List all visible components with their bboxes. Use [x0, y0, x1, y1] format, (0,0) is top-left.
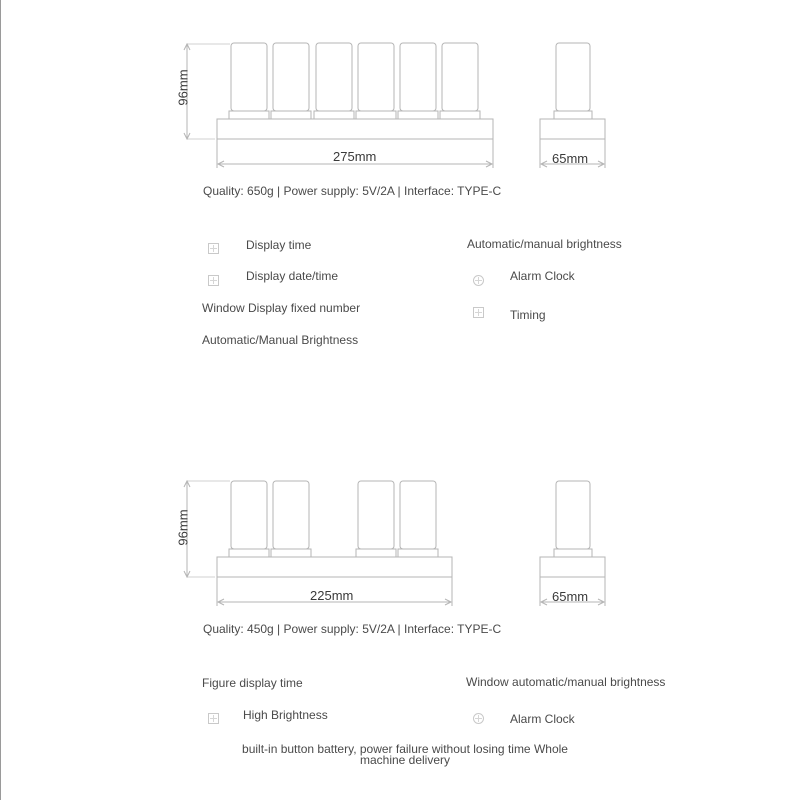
- feature-item: Display date/time: [246, 269, 339, 283]
- feature-item: Automatic/Manual Brightness: [202, 333, 359, 347]
- note-line: built-in button battery, power failure without losing time Whole: [242, 742, 568, 756]
- product-a-depth-label: 65mm: [552, 151, 589, 166]
- product-a-height-label: 96mm: [175, 69, 191, 106]
- feature-item: Window automatic/manual brightness: [466, 675, 666, 689]
- feature-item: Timing: [510, 308, 546, 322]
- product-b-height-label: 96mm: [175, 509, 191, 546]
- feature-item: Display time: [246, 238, 312, 252]
- feature-item: Automatic/manual brightness: [467, 237, 622, 251]
- base-side: [540, 557, 605, 577]
- product-a-width-label: 275mm: [333, 149, 377, 164]
- product-b-note: [220, 744, 590, 766]
- note-line: machine delivery: [359, 753, 451, 767]
- feature-item: High Brightness: [243, 708, 328, 722]
- feature-item: Alarm Clock: [510, 712, 575, 726]
- product-a-specs: Quality: 650g | Power supply: 5V/2A | Interface: TYPE-C: [203, 184, 502, 198]
- feature-item: Alarm Clock: [510, 269, 575, 283]
- round-bullet-icon: [473, 713, 484, 724]
- product-b-specs: Quality: 450g | Power supply: 5V/2A | Interface: TYPE-C: [203, 622, 502, 636]
- base-front: [217, 557, 452, 577]
- product-b-depth-label: 65mm: [552, 589, 589, 604]
- product-b-width-label: 225mm: [310, 588, 354, 603]
- feature-item: Window Display fixed number: [202, 301, 361, 315]
- square-bullet-icon: [208, 713, 219, 724]
- tube-group: [229, 481, 438, 557]
- feature-item: Figure display time: [202, 676, 303, 690]
